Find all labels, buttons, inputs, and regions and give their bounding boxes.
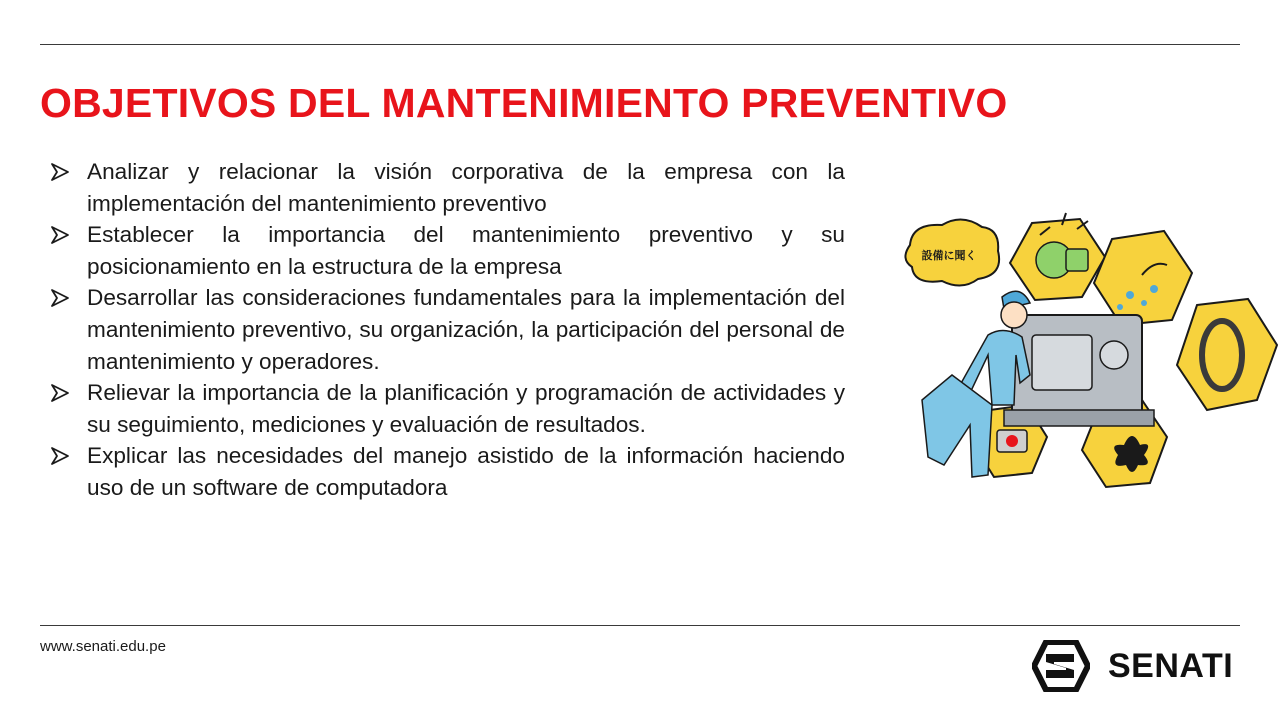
page-title: OBJETIVOS DEL MANTENIMIENTO PREVENTIVO xyxy=(40,80,1008,126)
objective-item xyxy=(50,282,845,377)
objective-item xyxy=(50,377,845,440)
arrow-bullet-icon xyxy=(50,162,70,182)
senati-logo xyxy=(1032,640,1242,692)
arrow-bullet-icon xyxy=(50,225,70,245)
objective-text: Relievar la importancia de la planificación y programación de actividades y su seguimiento, mediciones y evaluación de resultados. xyxy=(87,380,845,437)
speech-text: 設備に聞く xyxy=(921,249,977,262)
arrow-bullet-icon xyxy=(50,446,70,466)
logo-text: SENATI xyxy=(1108,647,1234,685)
objectives-list xyxy=(50,156,845,504)
objective-text: Analizar y relacionar la visión corporativa de la empresa con la implementación del mantenimiento preventivo xyxy=(87,159,845,216)
speech-bubble-icon xyxy=(905,219,999,285)
objective-text: Explicar las necesidades del manejo asistido de la información haciendo uso de un software de computadora xyxy=(87,443,845,500)
objective-text: Desarrollar las consideraciones fundamentales para la implementación del mantenimiento preventivo, su organización, la participación del personal de mantenimiento y operadores. xyxy=(87,285,845,374)
objective-item xyxy=(50,156,845,219)
senati-logo-icon xyxy=(1032,640,1090,692)
bolt-icon xyxy=(997,430,1027,452)
arrow-bullet-icon xyxy=(50,383,70,403)
objective-item xyxy=(50,440,845,503)
objective-text: Establecer la importancia del mantenimiento preventivo y su posicionamiento en la estructura de la empresa xyxy=(87,222,845,279)
footer-url[interactable]: www.senati.edu.pe xyxy=(40,638,166,655)
top-divider xyxy=(40,44,1240,45)
bottom-divider xyxy=(40,625,1240,626)
maintenance-illustration xyxy=(892,205,1280,510)
objective-item xyxy=(50,219,845,282)
arrow-bullet-icon xyxy=(50,288,70,308)
